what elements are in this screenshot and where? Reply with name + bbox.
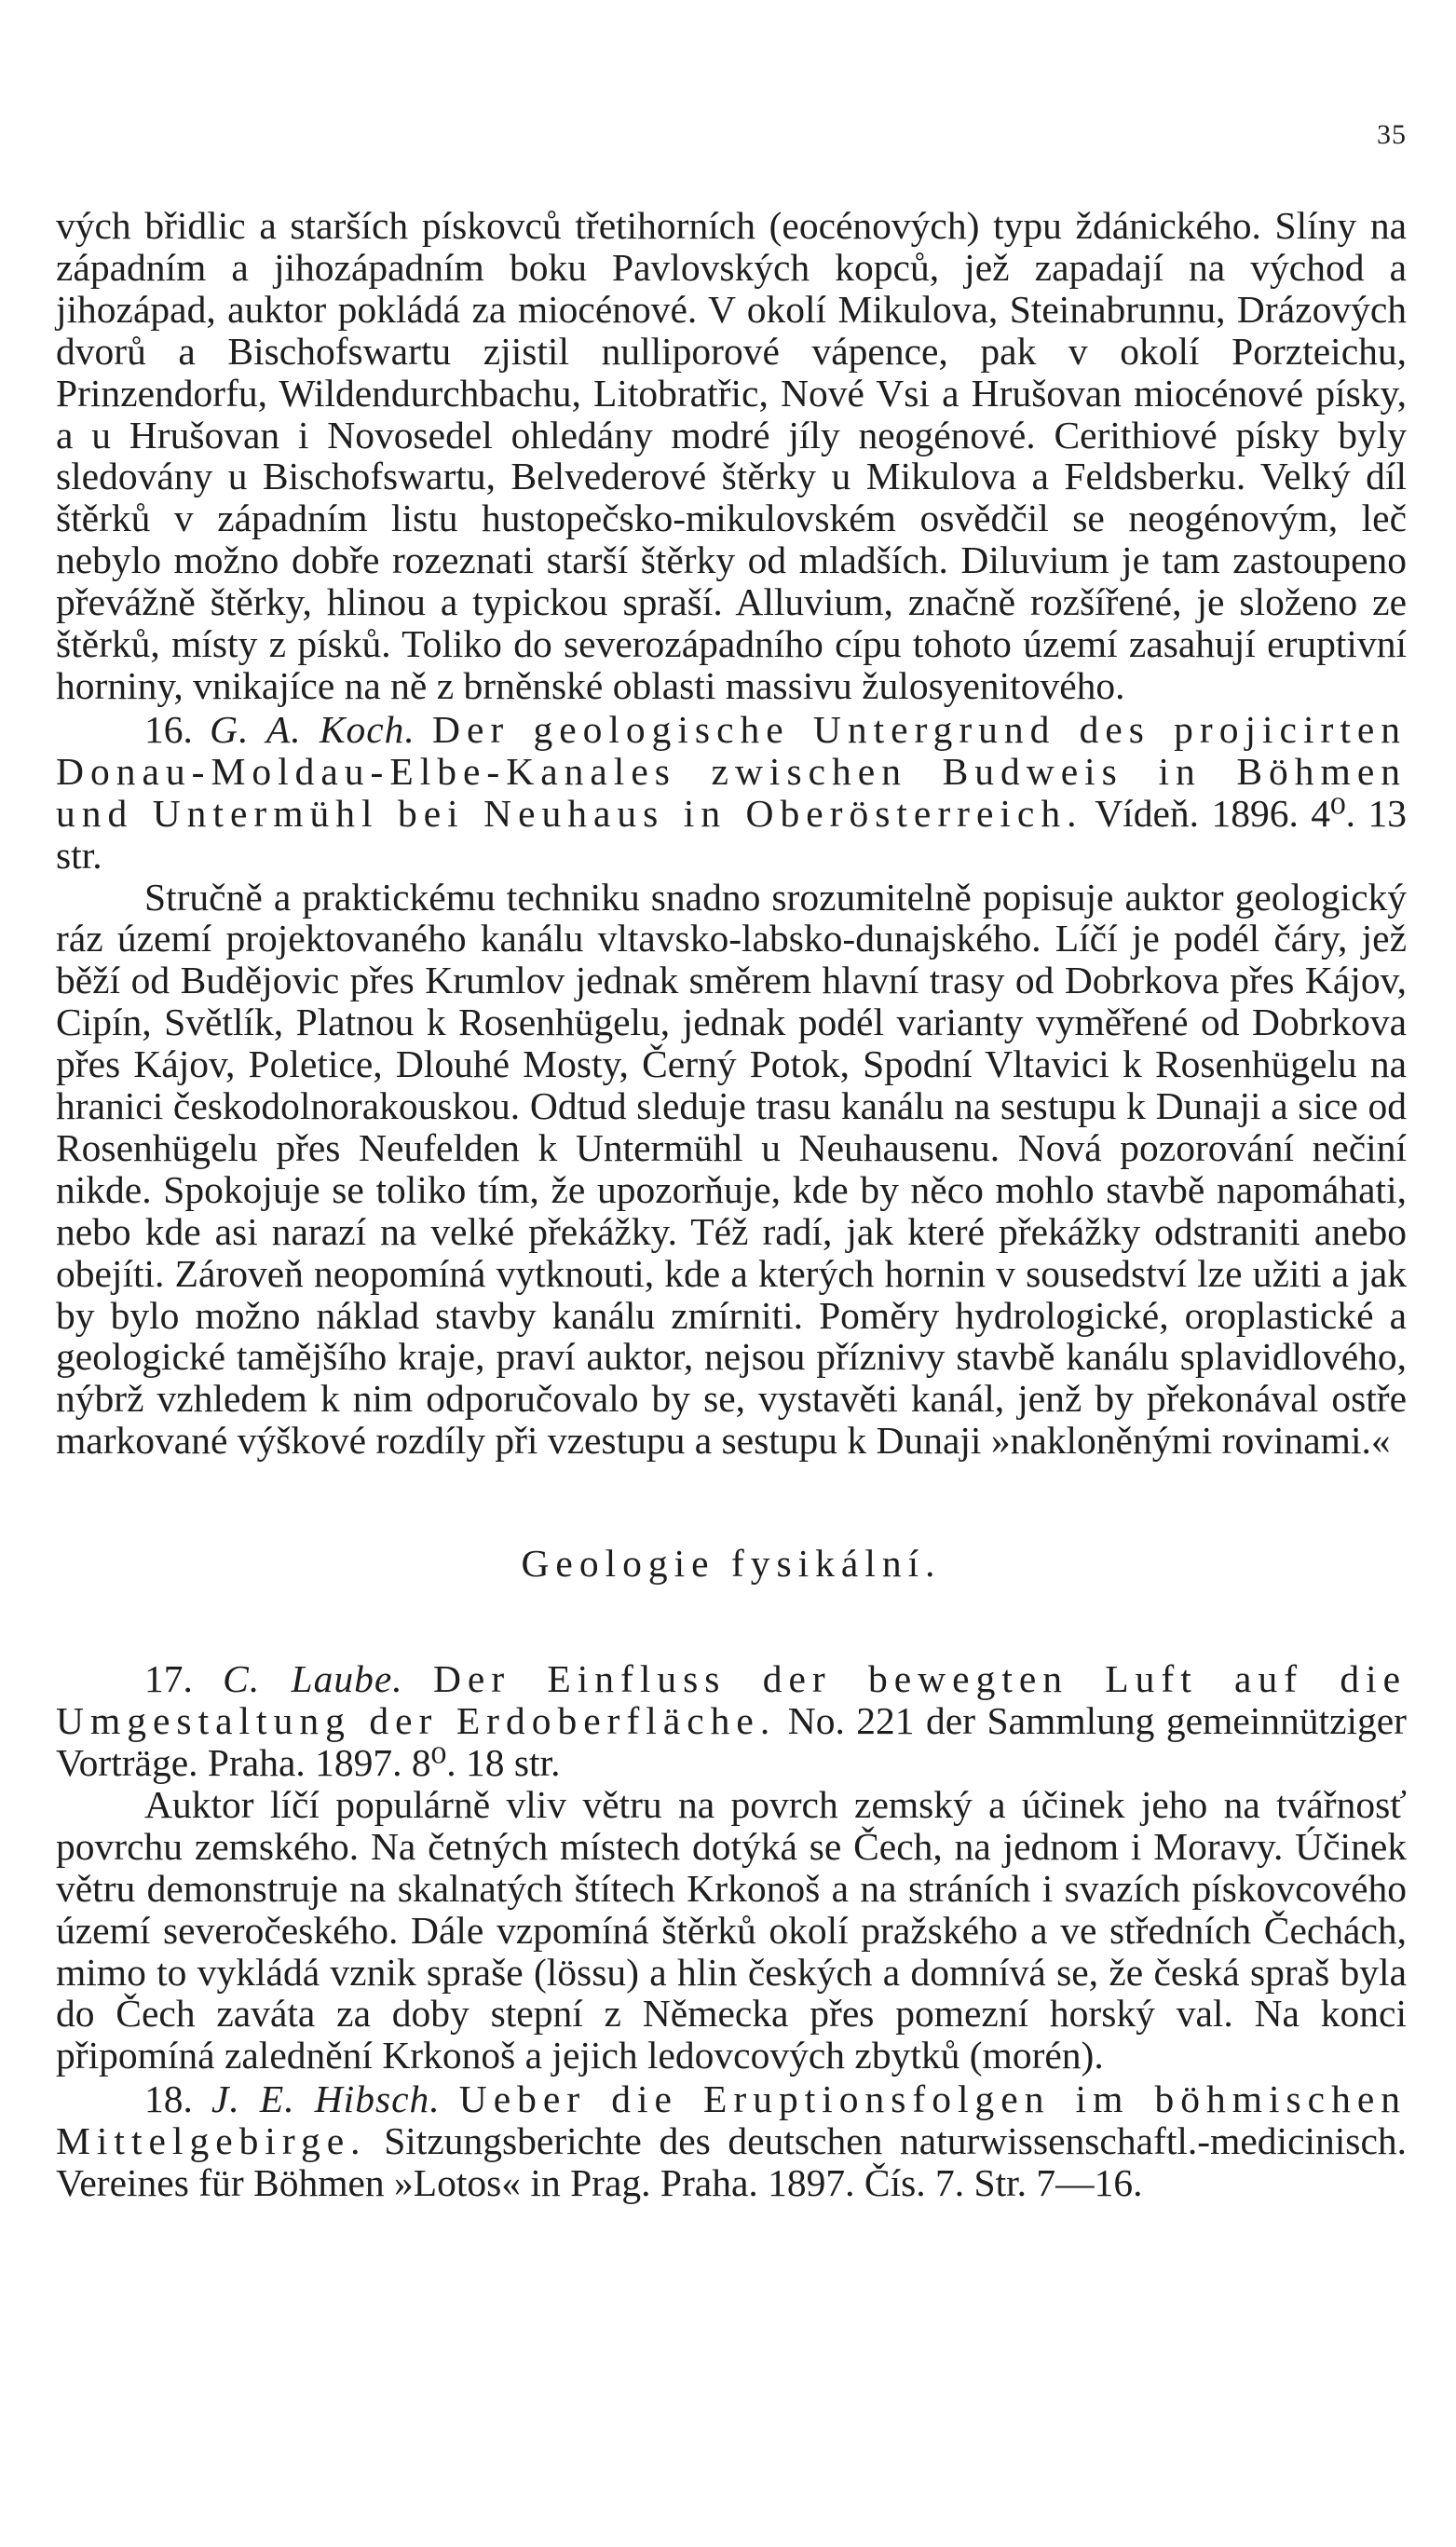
entry-16-author: G. A. Koch. [210,707,415,751]
entry-16-citation [56,709,1407,877]
entry-18-title: Ueber die Eruptionsfolgen im böhmischen Mittelgebirge. [56,2077,1408,2163]
entry-18-number: 18. [144,2077,193,2121]
entry-16-title: Der geologische Untergrund des projicirten Donau-Moldau-Elbe-Kanales zwischen Budweis in Böhmen und Untermühl bei Neuhaus in Oberösterreich. [56,707,1408,835]
entry-17-author: C. Laube. [223,1657,403,1701]
entry-18-publication: Sitzungsberichte des deutschen naturwissenschaftl.-medicinisch. Vereines für Böhmen »Lotos« in Prag. Praha. 1897. Čís. 7. Str. 7—16. [56,2119,1407,2205]
entry-17-publication: No. 221 der Sammlung gemeinnütziger Vorträge. Praha. 1897. 8⁰. 18 str. [56,1699,1408,1784]
page-content [56,205,1407,2204]
entry-16-number: 16. [144,707,193,751]
entry-16-review: Stručně a praktickému techniku snadno srozumitelně popisuje auktor geologický ráz území projektovaného kanálu vltavsko-labsko-dunajského. Líčí je podél čáry, jež běží od Budějovic přes Krumlov jednak směrem hlavní trasy od Dobrkova přes Kájov, Cipín, Světlík, Platnou k Rosenhügelu, jednak podél varianty vyměřené od Dobrkova přes Kájov, Poletice, Dlouhé Mosty, Černý Potok, Spodní Vltavici k Rosenhügelu na hranici českodolnorakouskou. Odtud sleduje trasu kanálu na sestupu k Dunaji a sice od Rosenhügelu přes Neufelden k Untermühl u Neuhausenu. Nová pozorování nečiní nikde. Spokojuje se toliko tím, že upozorňuje, kde by něco mohlo stavbě napomáhati, nebo kde asi narazí na velké překážky. Též radí, jak které překážky odstraniti anebo obejíti. Zároveň neopomíná vytknouti, kde a kterých hornin v sousedství lze užiti a jak by bylo možno náklad stavby kanálu zmírniti. Poměry hydrologické, oroplastické a geologické tamějšího kraje, praví auktor, nejsou příznivy stavbě kanálu splavidlového, nýbrž vzhledem k nim odporučovalo by se, vystavěti kanál, jenž by překonával ostře markované výškové rozdíly při vzestupu a sestupu k Dunaji »nakloněnými rovinami.« [56,875,1407,1463]
entry-17-number: 17. [144,1657,193,1701]
section-heading: Geologie fysikální. [521,1542,942,1586]
entry-16-publication: Vídeň. 1896. 4⁰. 13 str. [56,791,1407,877]
entry-18-citation [56,2078,1407,2204]
entry-17-title: Der Einfluss der bewegten Luft auf die Umgestaltung der Erdoberfläche. [56,1657,1408,1743]
intro-paragraph: vých břidlic a starších pískovců třetihorních (eocénových) typu ždánického. Slíny na západním a jihozápadním boku Pavlovských kopců, jež zapadají na východ a jihozápad, auktor pokládá za miocénové. V okolí Mikulova, Steinabrunnu, Drázových dvorů a Bischofswartu zjistil nulliporové vápence, pak v okolí Porzteichu, Prinzendorfu, Wildendurchbachu, Litobratřic, Nové Vsi a Hrušovan miocénové písky, a u Hrušovan i Novosedel ohledány modré jíly neogénové. Cerithiové písky byly sledovány u Bischofswartu, Belvederové štěrky u Mikulova a Feldsberku. Velký díl štěrků v západním listu hustopečsko-mikulovském osvědčil se neogénovým, leč nebylo možno dobře rozeznati starší štěrky od mladších. Diluvium je tam zastoupeno převážně štěrky, hlinou a typickou spraší. Alluvium, značně rozšířené, je složeno ze štěrků, místy z písků. Toliko do severozápadního cípu tohoto území zasahují eruptivní horniny, vnikajíce na ně z brněnské oblasti massivu žulosyenitového. [56,204,1407,707]
entry-17-citation [56,1658,1407,1784]
entry-18-author: J. E. Hibsch. [211,2077,441,2121]
document-page [56,0,1407,2547]
entry-17-review: Auktor líčí populárně vliv větru na povrch zemský a účinek jeho na tvářnosť povrchu zemského. Na četných místech dotýká se Čech, na jednom i Moravy. Účinek větru demonstruje na skalnatých štítech Krkonoš a na stráních i svazích pískovcového území severočeského. Dále vzpomíná štěrků okolí pražského a ve středních Čechách, mimo to vykládá vznik spraše (lössu) a hlin českých a domnívá se, že česká spraš byla do Čech zaváta za doby stepní z Německa přes pomezní horský val. Na konci připomíná zalednění Krkonoš a jejich ledovcových zbytků (morén). [56,1782,1407,2077]
page-number: 35 [1377,119,1407,150]
